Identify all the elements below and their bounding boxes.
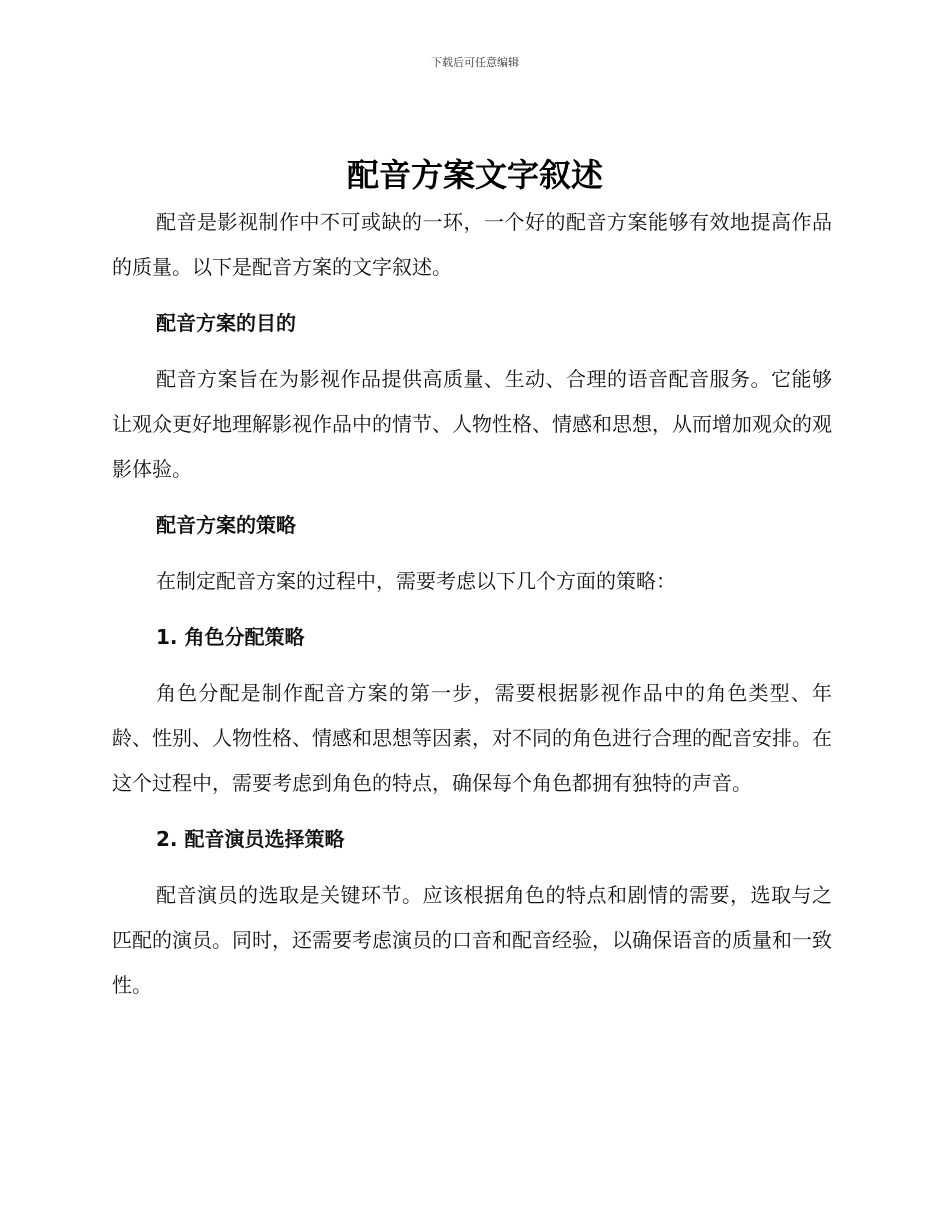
section-heading-role-assignment: 1. 角色分配策略 [156, 625, 305, 649]
section-heading-purpose: 配音方案的目的 [156, 311, 296, 335]
section-body-purpose: 配音方案旨在为影视作品提供高质量、生动、合理的语音配音服务。它能够让观众更好地理解影视作品中的情节、人物性格、情感和思想，从而增加观众的观影体验。 [112, 367, 832, 481]
section-body-strategy: 在制定配音方案的过程中，需要考虑以下几个方面的策略： [156, 569, 676, 593]
document-body [112, 200, 832, 1008]
section-heading-strategy: 配音方案的策略 [156, 513, 296, 537]
page-header: 下载后可任意编辑 [431, 56, 519, 69]
section-heading-actor-selection: 2. 配音演员选择策略 [156, 827, 345, 851]
document-title: 配音方案文字叙述 [346, 156, 603, 194]
section-body-role-assignment: 角色分配是制作配音方案的第一步，需要根据影视作品中的角色类型、年龄、性别、人物性格、情感和思想等因素，对不同的角色进行合理的配音安排。在这个过程中，需要考虑到角色的特点，确保每个角色都拥有独特的声音。 [112, 681, 832, 795]
intro-paragraph: 配音是影视制作中不可或缺的一环，一个好的配音方案能够有效地提高作品的质量。以下是配音方案的文字叙述。 [112, 210, 832, 279]
section-body-actor-selection: 配音演员的选取是关键环节。应该根据角色的特点和剧情的需要，选取与之匹配的演员。同时，还需要考虑演员的口音和配音经验，以确保语音的质量和一致性。 [112, 883, 832, 997]
